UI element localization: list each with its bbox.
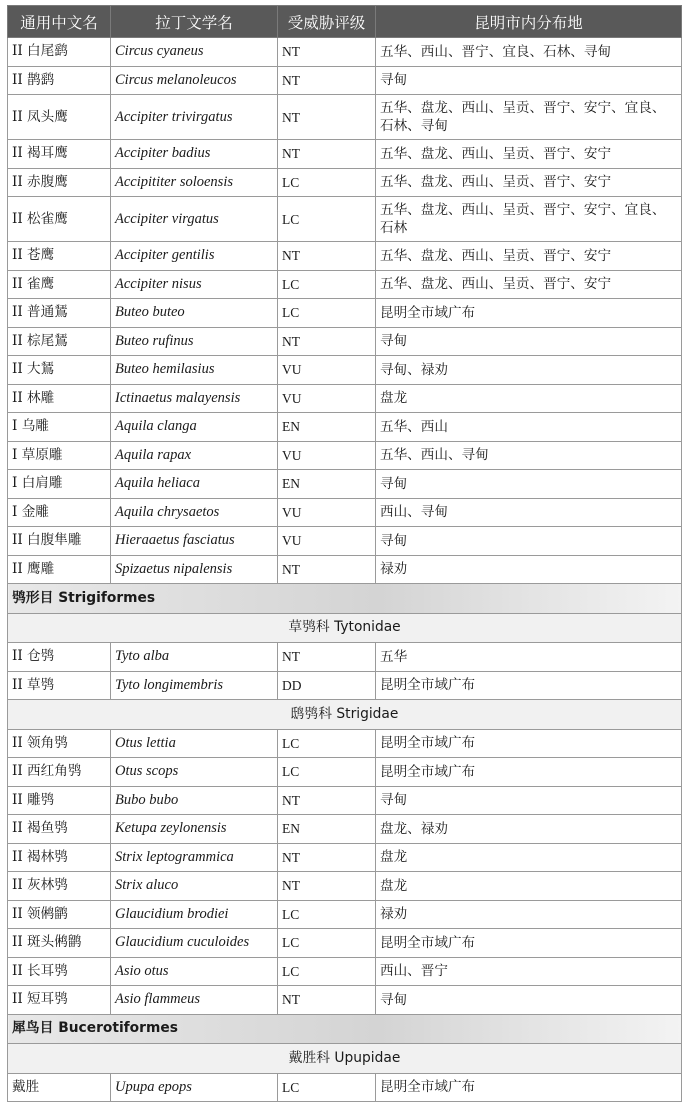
- table-row: [8, 555, 682, 584]
- cell-threat-status: LC: [278, 900, 376, 929]
- family-heading: 草鸮科 Tytonidae: [8, 613, 682, 643]
- cell-latin-name: Buteo hemilasius: [111, 356, 278, 385]
- cell-common-name: II 普通鵟: [8, 299, 111, 328]
- table-row: [8, 815, 682, 844]
- cell-latin-name: Accipiter virgatus: [111, 197, 278, 242]
- cell-threat-status: LC: [278, 729, 376, 758]
- cell-threat-status: EN: [278, 815, 376, 844]
- table-row: [8, 327, 682, 356]
- cell-threat-status: NT: [278, 327, 376, 356]
- table-row: [8, 299, 682, 328]
- cell-distribution: 西山、晋宁: [376, 957, 682, 986]
- cell-latin-name: Buteo buteo: [111, 299, 278, 328]
- cell-common-name: II 赤腹鹰: [8, 168, 111, 197]
- cell-distribution: 五华、盘龙、西山、呈贡、晋宁、安宁、宜良、石林、寻甸: [376, 95, 682, 140]
- cell-common-name: I 乌雕: [8, 413, 111, 442]
- cell-distribution: 寻甸、禄劝: [376, 356, 682, 385]
- species-table-container: [7, 5, 681, 1102]
- cell-threat-status: NT: [278, 843, 376, 872]
- header-latin-name: 拉丁文学名: [111, 6, 278, 38]
- cell-common-name: II 仓鸮: [8, 643, 111, 672]
- cell-distribution: 五华、西山: [376, 413, 682, 442]
- cell-distribution: 盘龙: [376, 872, 682, 901]
- table-row: [8, 729, 682, 758]
- cell-distribution: 五华、西山、晋宁、宜良、石林、寻甸: [376, 38, 682, 67]
- cell-threat-status: NT: [278, 986, 376, 1015]
- cell-threat-status: LC: [278, 168, 376, 197]
- family-heading: 鸱鸮科 Strigidae: [8, 700, 682, 730]
- cell-distribution: 禄劝: [376, 555, 682, 584]
- cell-common-name: I 草原雕: [8, 441, 111, 470]
- order-row: [8, 1014, 682, 1044]
- cell-threat-status: NT: [278, 872, 376, 901]
- cell-latin-name: Upupa epops: [111, 1073, 278, 1102]
- cell-threat-status: LC: [278, 929, 376, 958]
- cell-threat-status: EN: [278, 470, 376, 499]
- cell-common-name: II 鹊鹞: [8, 66, 111, 95]
- cell-distribution: 昆明全市域广布: [376, 758, 682, 787]
- cell-latin-name: Asio flammeus: [111, 986, 278, 1015]
- table-row: [8, 140, 682, 169]
- cell-distribution: 西山、寻甸: [376, 498, 682, 527]
- cell-threat-status: LC: [278, 197, 376, 242]
- cell-latin-name: Bubo bubo: [111, 786, 278, 815]
- cell-distribution: 昆明全市域广布: [376, 729, 682, 758]
- cell-threat-status: NT: [278, 95, 376, 140]
- cell-common-name: II 林雕: [8, 384, 111, 413]
- cell-distribution: 五华、西山、寻甸: [376, 441, 682, 470]
- cell-threat-status: NT: [278, 66, 376, 95]
- cell-latin-name: Circus melanoleucos: [111, 66, 278, 95]
- cell-latin-name: Accipiter trivirgatus: [111, 95, 278, 140]
- cell-common-name: II 白尾鹞: [8, 38, 111, 67]
- cell-distribution: 五华: [376, 643, 682, 672]
- species-table: [7, 5, 682, 1102]
- table-row: [8, 498, 682, 527]
- table-row: [8, 957, 682, 986]
- table-body: [8, 38, 682, 1102]
- cell-distribution: 昆明全市域广布: [376, 929, 682, 958]
- cell-latin-name: Ketupa zeylonensis: [111, 815, 278, 844]
- cell-distribution: 昆明全市域广布: [376, 1073, 682, 1102]
- cell-threat-status: LC: [278, 270, 376, 299]
- cell-common-name: 戴胜: [8, 1073, 111, 1102]
- cell-distribution: 五华、盘龙、西山、呈贡、晋宁、安宁: [376, 242, 682, 271]
- cell-threat-status: LC: [278, 1073, 376, 1102]
- table-row: [8, 242, 682, 271]
- cell-common-name: II 白腹隼雕: [8, 527, 111, 556]
- table-row: [8, 384, 682, 413]
- cell-latin-name: Strix aluco: [111, 872, 278, 901]
- cell-latin-name: Accipititer soloensis: [111, 168, 278, 197]
- cell-threat-status: LC: [278, 758, 376, 787]
- cell-common-name: II 松雀鹰: [8, 197, 111, 242]
- table-row: [8, 986, 682, 1015]
- cell-threat-status: VU: [278, 527, 376, 556]
- cell-distribution: 寻甸: [376, 470, 682, 499]
- cell-distribution: 五华、盘龙、西山、呈贡、晋宁、安宁: [376, 140, 682, 169]
- cell-common-name: II 雕鸮: [8, 786, 111, 815]
- cell-distribution: 五华、盘龙、西山、呈贡、晋宁、安宁: [376, 168, 682, 197]
- cell-latin-name: Aquila clanga: [111, 413, 278, 442]
- cell-distribution: 寻甸: [376, 66, 682, 95]
- cell-latin-name: Glaucidium cuculoides: [111, 929, 278, 958]
- cell-threat-status: NT: [278, 786, 376, 815]
- family-row: [8, 1044, 682, 1074]
- cell-threat-status: VU: [278, 384, 376, 413]
- cell-latin-name: Otus scops: [111, 758, 278, 787]
- cell-threat-status: NT: [278, 140, 376, 169]
- cell-threat-status: NT: [278, 242, 376, 271]
- table-row: [8, 527, 682, 556]
- cell-threat-status: DD: [278, 671, 376, 700]
- header-distribution: 昆明市内分布地: [376, 6, 682, 38]
- header-threat-status: 受威胁评级: [278, 6, 376, 38]
- cell-common-name: I 金雕: [8, 498, 111, 527]
- cell-latin-name: Buteo rufinus: [111, 327, 278, 356]
- cell-distribution: 寻甸: [376, 327, 682, 356]
- cell-latin-name: Glaucidium brodiei: [111, 900, 278, 929]
- cell-common-name: II 苍鹰: [8, 242, 111, 271]
- cell-latin-name: Hieraaetus fasciatus: [111, 527, 278, 556]
- table-row: [8, 929, 682, 958]
- table-row: [8, 168, 682, 197]
- cell-latin-name: Tyto alba: [111, 643, 278, 672]
- cell-latin-name: Accipiter gentilis: [111, 242, 278, 271]
- table-row: [8, 470, 682, 499]
- cell-distribution: 盘龙: [376, 843, 682, 872]
- cell-latin-name: Circus cyaneus: [111, 38, 278, 67]
- table-row: [8, 643, 682, 672]
- table-row: [8, 441, 682, 470]
- header-row: [8, 6, 682, 38]
- cell-latin-name: Strix leptogrammica: [111, 843, 278, 872]
- cell-common-name: II 领角鸮: [8, 729, 111, 758]
- cell-distribution: 寻甸: [376, 786, 682, 815]
- order-heading: 犀鸟目 Bucerotiformes: [8, 1014, 682, 1044]
- cell-common-name: II 褐鱼鸮: [8, 815, 111, 844]
- table-row: [8, 758, 682, 787]
- cell-common-name: II 褐林鸮: [8, 843, 111, 872]
- cell-latin-name: Spizaetus nipalensis: [111, 555, 278, 584]
- cell-distribution: 五华、盘龙、西山、呈贡、晋宁、安宁: [376, 270, 682, 299]
- cell-distribution: 五华、盘龙、西山、呈贡、晋宁、安宁、宜良、石林: [376, 197, 682, 242]
- family-row: [8, 700, 682, 730]
- cell-common-name: II 大鵟: [8, 356, 111, 385]
- cell-common-name: II 斑头鸺鹠: [8, 929, 111, 958]
- cell-distribution: 盘龙: [376, 384, 682, 413]
- cell-latin-name: Otus lettia: [111, 729, 278, 758]
- cell-common-name: II 棕尾鵟: [8, 327, 111, 356]
- cell-distribution: 禄劝: [376, 900, 682, 929]
- cell-latin-name: Accipiter badius: [111, 140, 278, 169]
- table-row: [8, 66, 682, 95]
- cell-threat-status: VU: [278, 498, 376, 527]
- order-heading: 鸮形目 Strigiformes: [8, 584, 682, 614]
- cell-threat-status: LC: [278, 957, 376, 986]
- cell-threat-status: NT: [278, 555, 376, 584]
- table-row: [8, 95, 682, 140]
- table-row: [8, 38, 682, 67]
- cell-distribution: 昆明全市域广布: [376, 299, 682, 328]
- cell-threat-status: VU: [278, 356, 376, 385]
- cell-latin-name: Aquila chrysaetos: [111, 498, 278, 527]
- cell-latin-name: Aquila heliaca: [111, 470, 278, 499]
- table-row: [8, 197, 682, 242]
- cell-common-name: II 长耳鸮: [8, 957, 111, 986]
- family-heading: 戴胜科 Upupidae: [8, 1044, 682, 1074]
- cell-distribution: 昆明全市域广布: [376, 671, 682, 700]
- cell-threat-status: LC: [278, 299, 376, 328]
- cell-latin-name: Ictinaetus malayensis: [111, 384, 278, 413]
- cell-distribution: 盘龙、禄劝: [376, 815, 682, 844]
- cell-latin-name: Tyto longimembris: [111, 671, 278, 700]
- table-row: [8, 786, 682, 815]
- cell-latin-name: Aquila rapax: [111, 441, 278, 470]
- cell-distribution: 寻甸: [376, 527, 682, 556]
- cell-common-name: II 雀鹰: [8, 270, 111, 299]
- table-row: [8, 413, 682, 442]
- table-row: [8, 872, 682, 901]
- table-row: [8, 270, 682, 299]
- table-row: [8, 900, 682, 929]
- table-row: [8, 671, 682, 700]
- cell-common-name: II 灰林鸮: [8, 872, 111, 901]
- table-header: [8, 6, 682, 38]
- cell-distribution: 寻甸: [376, 986, 682, 1015]
- cell-common-name: II 领鸺鹠: [8, 900, 111, 929]
- cell-common-name: II 褐耳鹰: [8, 140, 111, 169]
- cell-threat-status: VU: [278, 441, 376, 470]
- cell-threat-status: EN: [278, 413, 376, 442]
- cell-common-name: II 草鸮: [8, 671, 111, 700]
- cell-latin-name: Asio otus: [111, 957, 278, 986]
- cell-common-name: II 鹰雕: [8, 555, 111, 584]
- table-row: [8, 1073, 682, 1102]
- cell-common-name: II 短耳鸮: [8, 986, 111, 1015]
- cell-common-name: II 凤头鹰: [8, 95, 111, 140]
- family-row: [8, 613, 682, 643]
- cell-common-name: I 白肩雕: [8, 470, 111, 499]
- cell-threat-status: NT: [278, 643, 376, 672]
- header-common-name: 通用中文名: [8, 6, 111, 38]
- table-row: [8, 843, 682, 872]
- cell-threat-status: NT: [278, 38, 376, 67]
- order-row: [8, 584, 682, 614]
- table-row: [8, 356, 682, 385]
- cell-latin-name: Accipiter nisus: [111, 270, 278, 299]
- cell-common-name: II 西红角鸮: [8, 758, 111, 787]
